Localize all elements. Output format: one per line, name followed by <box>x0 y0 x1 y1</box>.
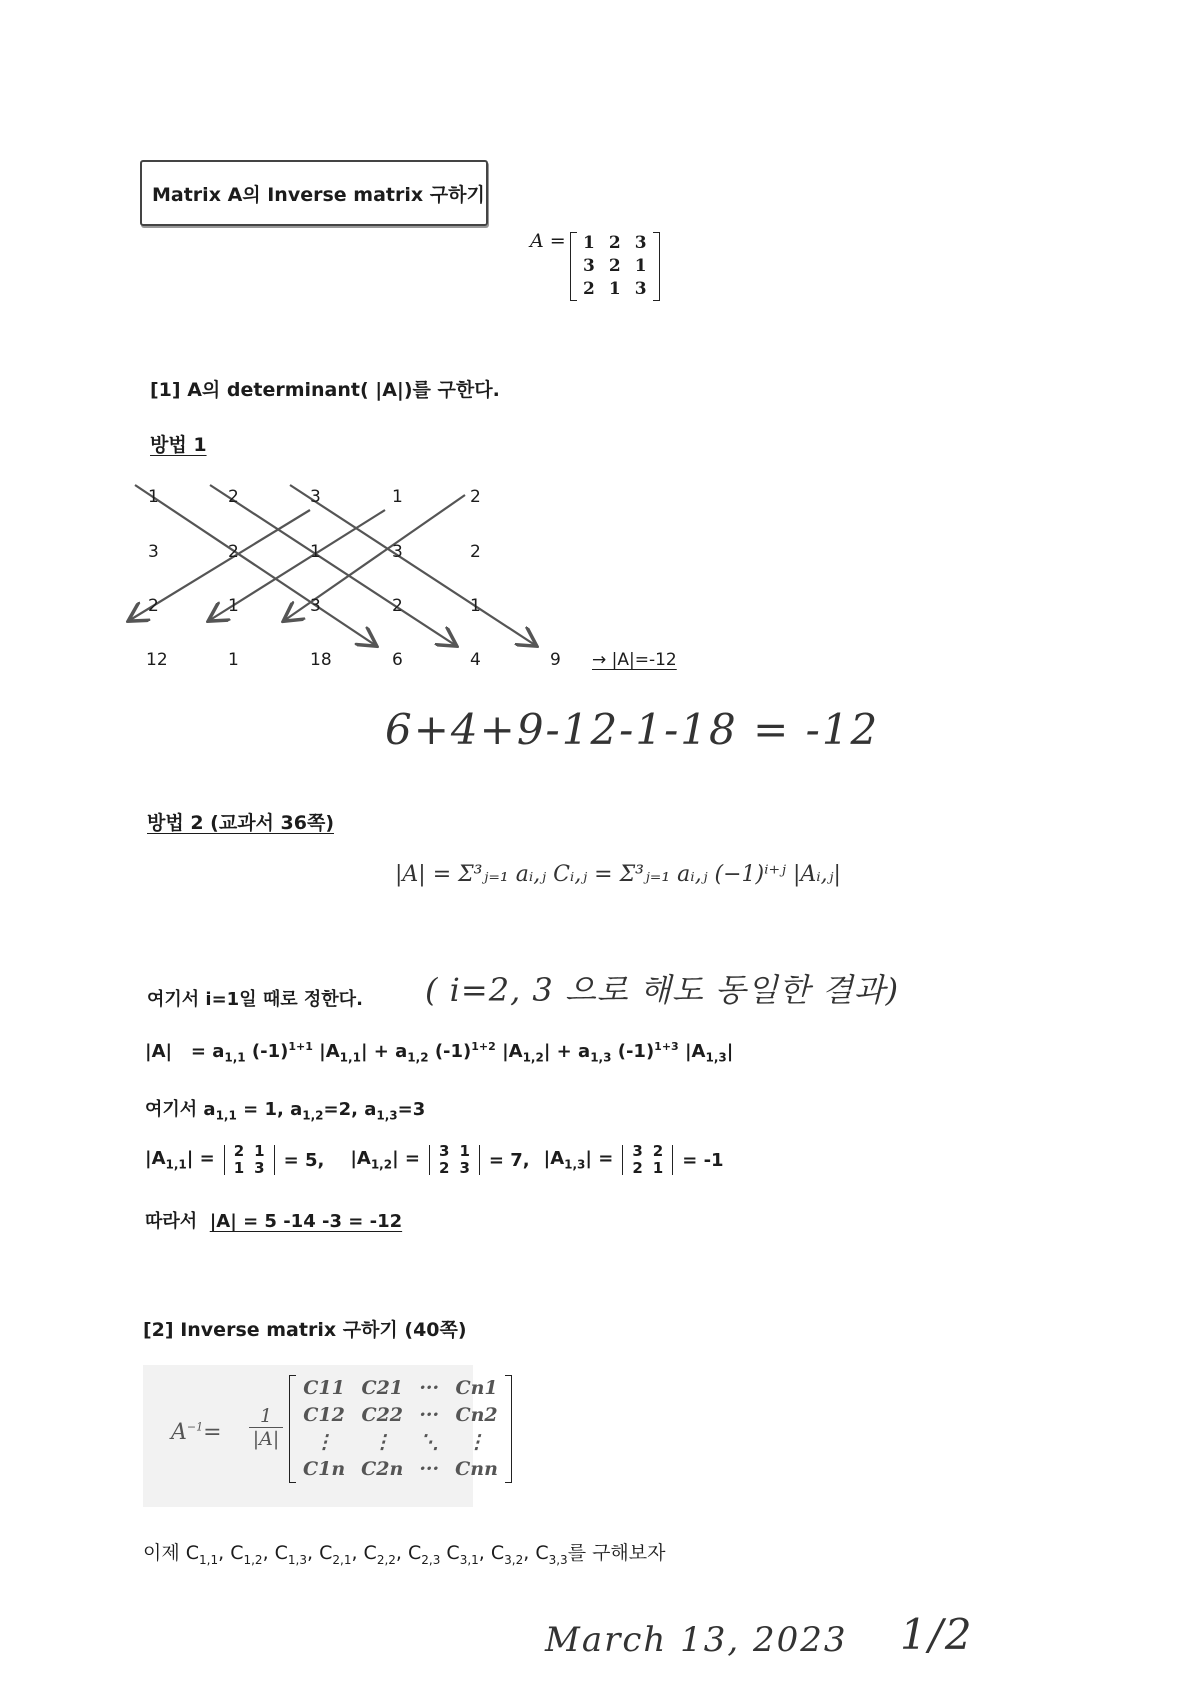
grid-cell: 3 <box>392 542 403 562</box>
matrix-a <box>570 232 660 301</box>
minor-cell: 1 <box>233 1159 245 1177</box>
inverse-symbol: $A^{-1}=$ <box>171 1420 222 1445</box>
matrix-cell: 2 <box>608 256 621 276</box>
grid-cell: 3 <box>310 487 321 507</box>
matrix-cell: 1 <box>634 256 647 276</box>
inverse-formula-image <box>143 1365 498 1507</box>
product-value: 6 <box>392 650 403 670</box>
sarrus-diagram <box>110 470 580 680</box>
product-value: 1 <box>228 650 239 670</box>
method1-label: 방법 1 <box>150 434 207 456</box>
diag-arrow-down <box>290 485 535 645</box>
minor-cell: 2 <box>233 1142 245 1160</box>
diag-arrow-down <box>135 485 375 645</box>
cofactor-cell: C1n <box>303 1458 346 1480</box>
coefficient-values: 여기서 $a_{1,1} = 1$, $a_{1,2}=2$, $a_{1,3}=3$ <box>145 1099 426 1123</box>
conclusion-value: |A| = 5 -14 -3 = -12 <box>209 1211 403 1232</box>
minor-value: = 7, <box>488 1149 530 1171</box>
minor-cell: 3 <box>254 1159 265 1177</box>
cofactor-cell: ··· <box>419 1458 440 1480</box>
determinant-formula: |A| = Σ³ⱼ₌₁ aᵢ,ⱼ Cᵢ,ⱼ = Σ³ⱼ₌₁ aᵢ,ⱼ (−1)ⁱ⁺ʲ |Aᵢ,ⱼ| <box>395 862 841 887</box>
minor-value: = 5, <box>283 1149 325 1171</box>
matrix-cell: 3 <box>634 233 647 253</box>
document-title: Matrix A의 Inverse matrix 구하기 <box>140 160 488 226</box>
grid-cell: 1 <box>228 596 239 616</box>
matrix-cell: 1 <box>583 233 595 253</box>
page-number: 1/2 <box>900 1610 974 1659</box>
grid-cell: 2 <box>148 596 159 616</box>
product-value: 18 <box>310 650 332 670</box>
diag-arrow-down <box>210 485 455 645</box>
grid-cell: 1 <box>148 487 159 507</box>
handwritten-date: March 13, 2023 <box>545 1620 848 1660</box>
grid-cell: 2 <box>228 542 239 562</box>
cofactor-cell: C22 <box>361 1404 404 1426</box>
minor-13-determinant <box>621 1143 674 1177</box>
grid-cell: 1 <box>470 596 481 616</box>
minor-cell: 2 <box>439 1159 450 1177</box>
matrix-cell: 1 <box>608 279 621 299</box>
grid-cell: 2 <box>470 487 481 507</box>
minor-12-determinant <box>428 1143 481 1177</box>
determinant-result: → |A|=-12 <box>592 650 677 670</box>
cofactor-cell: ··· <box>419 1377 440 1399</box>
grid-cell: 2 <box>228 487 239 507</box>
minor-label: $|A_{1,2}|$ = <box>350 1148 421 1172</box>
minors-line <box>145 1143 724 1177</box>
grid-cell: 1 <box>392 487 403 507</box>
cofactor-cell: ⋱ <box>419 1431 439 1453</box>
matrix-cell: 2 <box>608 233 621 253</box>
minor-cell: 1 <box>652 1159 664 1177</box>
matrix-cell: 3 <box>634 279 647 299</box>
cofactor-cell: C2n <box>361 1458 404 1480</box>
minor-value: = -1 <box>682 1149 724 1171</box>
cofactor-cell: Cnn <box>455 1458 498 1480</box>
section2-heading: [2] Inverse matrix 구하기 (40쪽) <box>143 1319 467 1341</box>
minor-cell: 1 <box>254 1142 265 1160</box>
minor-cell: 3 <box>459 1159 470 1177</box>
cofactor-cell: ⋮ <box>467 1431 487 1453</box>
conclusion-line <box>145 1207 402 1233</box>
minor-cell: 2 <box>652 1142 664 1160</box>
inverse-fraction: 1 |A| <box>249 1405 283 1450</box>
minor-label: $|A_{1,3}|$ = <box>543 1148 614 1172</box>
product-value: 12 <box>146 650 168 670</box>
conclusion-label: 따라서 <box>145 1211 198 1232</box>
minor-cell: 1 <box>459 1142 470 1160</box>
matrix-cell: 2 <box>583 279 595 299</box>
cofactor-expansion: $|A| = a_{1,1}$ $(-1)^{1+1}$ $|A_{1,1}| + a_{1,2}$ $(-1)^{1+2}$ $|A_{1,2}| + a_{1,3}$ $(-1)^{1+3}$ $|A_{1,3}|$ <box>145 1040 734 1065</box>
grid-cell: 1 <box>310 542 321 562</box>
cofactor-matrix <box>289 1375 512 1483</box>
product-value: 9 <box>550 650 561 670</box>
matrix-cell: 3 <box>583 256 595 276</box>
cofactors-line: 이제 $C_{1,1}$, $C_{1,2}$, $C_{1,3}$, $C_{2,1}$, $C_{2,2}$, $C_{2,3}$ $C_{3,1}$, $C_{3,2}$, $C_{3,3}$를 구해보자 <box>143 1542 666 1567</box>
cofactor-cell: ⋮ <box>314 1431 334 1453</box>
method2-label: 방법 2 (교과서 36쪽) <box>147 812 334 834</box>
minor-cell: 3 <box>439 1142 450 1160</box>
cofactor-cell: C21 <box>361 1377 404 1399</box>
cofactor-cell: Cn1 <box>455 1377 498 1399</box>
minor-cell: 3 <box>632 1142 643 1160</box>
cofactor-cell: C12 <box>303 1404 345 1426</box>
matrix-label: A = <box>530 230 566 252</box>
minor-11-determinant <box>223 1143 276 1177</box>
minor-label: $|A_{1,1}|$ = <box>145 1148 215 1172</box>
cofactor-cell: ··· <box>419 1404 440 1426</box>
product-value: 4 <box>470 650 481 670</box>
handwritten-note: ( i=2, 3 으로 해도 동일한 결과) <box>425 971 900 1009</box>
cofactor-cell: Cn2 <box>455 1404 498 1426</box>
handwritten-sum: 6+4+9-12-1-18 = -12 <box>385 705 880 754</box>
grid-cell: 2 <box>392 596 403 616</box>
grid-cell: 3 <box>148 542 159 562</box>
cofactor-cell: C11 <box>303 1377 345 1399</box>
cofactor-cell: ⋮ <box>372 1431 392 1453</box>
note-i-equals-1: 여기서 i=1일 때로 정한다. <box>147 989 363 1010</box>
minor-cell: 2 <box>632 1159 643 1177</box>
grid-cell: 2 <box>470 542 481 562</box>
grid-cell: 3 <box>310 596 321 616</box>
section1-heading: [1] A의 determinant( |A|)를 구한다. <box>150 379 500 401</box>
